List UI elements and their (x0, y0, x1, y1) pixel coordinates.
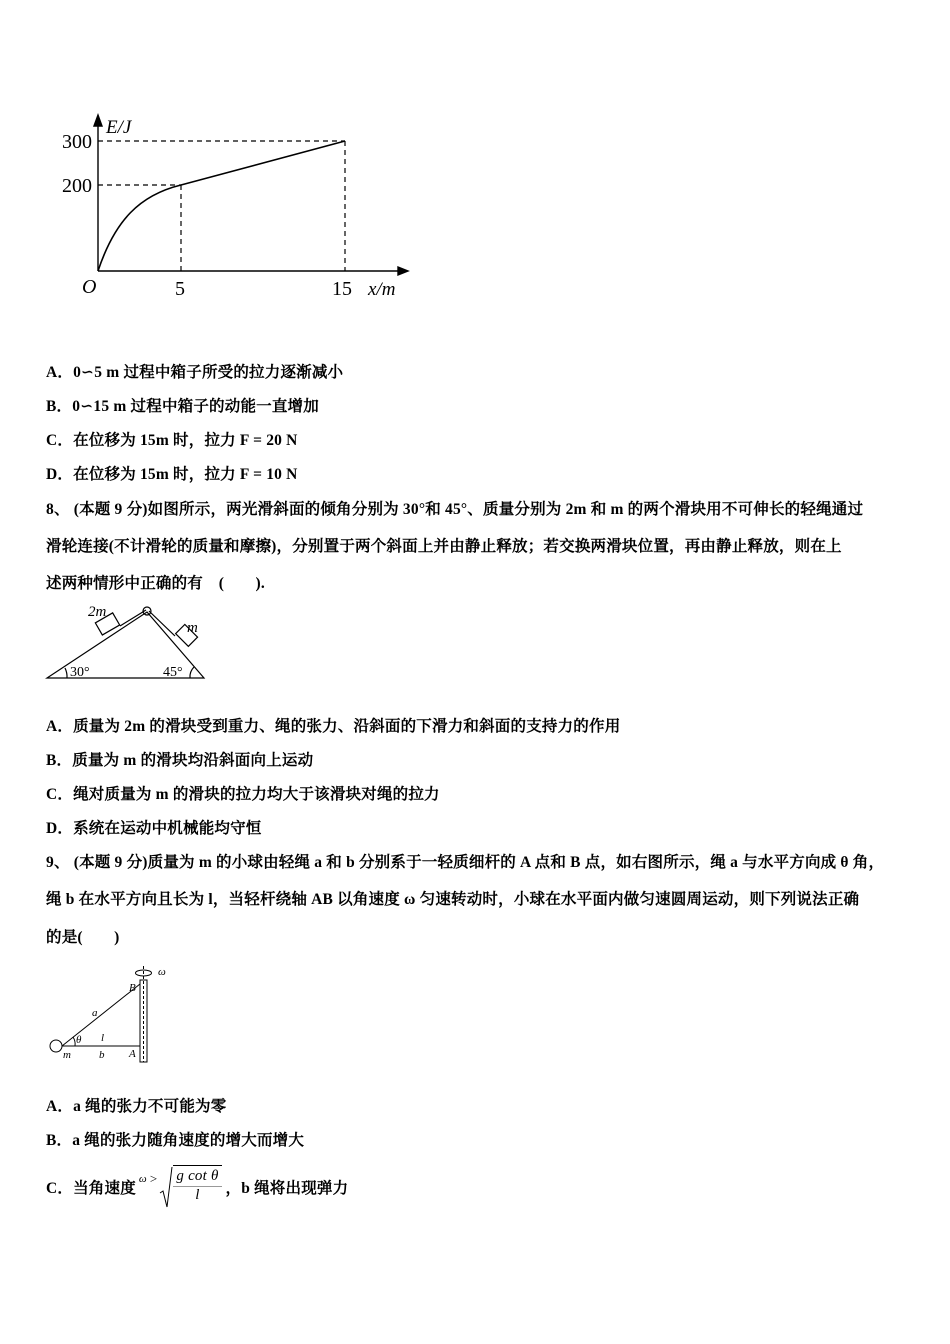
q9-stem-line-2: 绳 b 在水平方向且长为 l，当轻杆绕轴 AB 以角速度 ω 匀速转动时，小球在水平面内做匀速圆周运动，则下列说法正确 (46, 891, 860, 908)
x-tick-15: 15 (332, 278, 352, 300)
rotating-rod-figure (44, 962, 174, 1066)
incline-figure (44, 598, 209, 682)
q8-option-b: B．质量为 m 的滑块均沿斜面向上运动 (46, 752, 314, 769)
ball (50, 1040, 62, 1052)
q7-option-c: C．在位移为 15m 时，拉力 F = 20 N (46, 432, 298, 449)
label-A: A (129, 1048, 136, 1060)
theta-arc (73, 1037, 75, 1046)
y-tick-300: 300 (62, 131, 92, 153)
option-c-suffix: ，b 绳将出现弹力 (225, 1180, 349, 1197)
angle-arc-45 (190, 667, 194, 678)
q9-option-b: B．a 绳的张力随角速度的增大而增大 (46, 1132, 305, 1149)
energy-curve (98, 141, 345, 271)
q8-stem-line-3: 述两种情形中正确的有 ( ). (46, 575, 265, 592)
label-B: B (129, 982, 136, 994)
greater-than: > (149, 1171, 158, 1186)
y-axis-label: E/J (106, 117, 132, 138)
rope-right (149, 611, 175, 636)
label-l: l (101, 1032, 105, 1044)
q9-option-a: A．a 绳的张力不可能为零 (46, 1098, 227, 1115)
label-45: 45° (163, 665, 183, 680)
x-tick-5: 5 (175, 278, 185, 300)
label-a: a (92, 1007, 98, 1019)
x-axis-arrow (398, 267, 408, 275)
label-omega: ω (158, 966, 166, 978)
label-theta: θ (76, 1034, 82, 1046)
q8-option-c: C．绳对质量为 m 的滑块的拉力均大于该滑块对绳的拉力 (46, 786, 440, 803)
fraction-denominator: l (195, 1186, 200, 1203)
angle-arc-30 (65, 668, 67, 678)
y-tick-200: 200 (62, 175, 92, 197)
q9-stem-line-3: 的是( ) (46, 929, 120, 946)
q7-option-b: B．0∽15 m 过程中箱子的动能一直增加 (46, 398, 319, 415)
q9-stem-line-1: 9、 (本题 9 分)质量为 m 的小球由轻绳 a 和 b 分别系于一轻质细杆的 A 点和 B 点，如右图所示，绳 a 与水平方向成 θ 角， (46, 854, 885, 871)
sqrt-fraction (173, 1165, 221, 1204)
q8-stem-line-1: 8、 (本题 9 分)如图所示，两光滑斜面的倾角分别为 30°和 45°、质量分别为 2m 和 m 的两个滑块用不可伸长的轻绳通过 (46, 501, 864, 518)
x-axis-label: x/m (368, 279, 396, 300)
label-m: m (187, 620, 198, 636)
q8-option-a: A．质量为 2m 的滑块受到重力、绳的张力、沿斜面的下滑力和斜面的支持力的作用 (46, 718, 621, 735)
energy-displacement-graph (55, 110, 415, 300)
sqrt-sign (159, 1165, 173, 1209)
q7-option-a: A．0∽5 m 过程中箱子所受的拉力逐渐减小 (46, 364, 344, 381)
rope-left (120, 610, 146, 626)
q9-option-c (46, 1163, 348, 1211)
origin-label: O (82, 276, 97, 298)
q7-option-d: D．在位移为 15m 时，拉力 F = 10 N (46, 466, 298, 483)
q8-stem-line-2: 滑轮连接(不计滑轮的质量和摩擦)，分别置于两个斜面上并由静止释放；若交换两滑块位置，再由静止释放，则在上 (46, 538, 842, 555)
q8-option-d: D．系统在运动中机械能均守恒 (46, 820, 262, 837)
label-2m: 2m (88, 604, 107, 620)
label-b: b (99, 1049, 105, 1061)
option-c-prefix: C．当角速度 (46, 1180, 136, 1197)
y-axis-arrow (94, 115, 102, 126)
label-30: 30° (70, 665, 90, 680)
label-m-ball: m (63, 1049, 71, 1061)
omega-symbol: ω (138, 1173, 147, 1185)
fraction-numerator: g cot θ (173, 1166, 221, 1187)
